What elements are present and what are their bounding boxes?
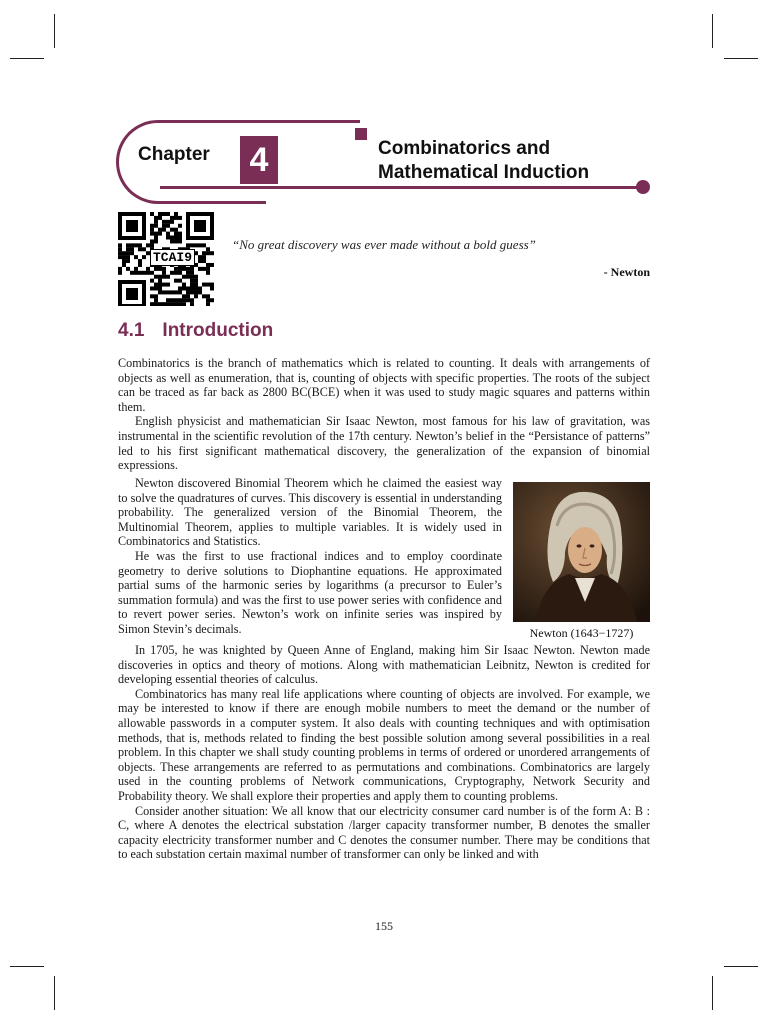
chapter-dot-marker — [636, 180, 650, 194]
chapter-label: Chapter — [138, 144, 210, 165]
paragraph: Combinatorics has many real life applications where counting of objects are involved. For example, we may be interested to know if there are enough mobile numbers to meet the demand or the number of allowable passwords in a computer system. It also deals with counting techniques and with optimisation methods, that is, methods related to finding the best possible solution among several possibilities in a real problem. In this chapter we shall study counting problems in terms of ordered or unordered arrangements of objects. These arrangements are referred to as permutations and combinations. Combinatorics are largely used in the counting problems of Network communications, Cryptography, Network Security and Probability theory. We shall explore their properties and apply them to counting problems. — [118, 686, 650, 803]
epigraph-author: - Newton — [603, 265, 650, 279]
epigraph-quote: “No great discovery was ever made without a bold guess” — [232, 237, 536, 252]
crop-mark — [10, 966, 44, 967]
body-text-bottom — [118, 643, 650, 862]
qr-code-label: TCAI9 — [150, 249, 195, 266]
chapter-number: 4 — [240, 136, 278, 184]
paragraph: Newton discovered Binomial Theorem which he claimed the easiest way to solve the quadratures of curves. This discovery is essential in understanding probability. The generalized version of the Binomial Theorem, the Multinomial Theorem, applies to multiple variables. It is widely used in Combinatorics and Statistics. — [118, 476, 502, 549]
crop-mark — [10, 58, 44, 59]
crop-mark — [54, 14, 55, 48]
chapter-title — [378, 137, 638, 185]
page-number: 155 — [375, 919, 393, 933]
body-text-side — [118, 476, 502, 637]
crop-mark — [724, 966, 758, 967]
section-number: 4.1 — [118, 320, 145, 341]
crop-mark — [724, 58, 758, 59]
qr-code[interactable] — [118, 212, 214, 306]
newton-portrait — [513, 482, 650, 622]
paragraph: Combinatorics is the branch of mathematics which is related to counting. It deals with arrangements of objects as well as enumeration, that is, counting of objects with specific properties. The roots of the subject can be traced as far back as 2800 BC(BCE) when it was used to study magic squares and patterns within them. — [118, 356, 650, 414]
chapter-square-marker — [355, 128, 367, 140]
section-heading — [118, 320, 273, 342]
newton-portrait-image — [513, 482, 650, 622]
crop-mark — [712, 14, 713, 48]
crop-mark — [54, 976, 55, 1010]
chapter-bottom-rule — [160, 186, 644, 189]
paragraph: English physicist and mathematician Sir Isaac Newton, most famous for his law of gravitation, was instrumental in the scientific revolution of the 17th century. Newton’s belief in the “Persistance of patterns” led to his first significant mathematical discovery, the generalization of the expansion of binomial expressions. — [118, 414, 650, 473]
chapter-title-line-1: Combinatorics and — [378, 138, 551, 159]
paragraph: In 1705, he was knighted by Queen Anne of England, making him Sir Isaac Newton. Newton made discoveries in optics and theory of motions. Along with mathematician Leibnitz, Newton is credited for developing essential theories of calculus. — [118, 643, 650, 687]
chapter-title-line-2: Mathematical Induction — [378, 162, 590, 183]
chapter-top-rule — [160, 120, 360, 123]
paragraph: Consider another situation: We all know that our electricity consumer card number is of the form A: B : C, where A denotes the electrical substation /larger capacity transformer number, B denotes the smaller capacity electricity transformer number and C denotes the consumer number. There may be conditions that to each substation certain maximal number of transformer can only be linked and with — [118, 803, 650, 862]
section-title: Introduction — [162, 320, 274, 341]
body-text-top — [118, 356, 650, 473]
paragraph: He was the first to use fractional indices and to employ coordinate geometry to derive solutions to Diophantine equations. He approximated partial sums of the harmonic series by logarithms (a precursor to Euler’s summation formula) and was the first to use power series with confidence and to revert power series. Newton’s work on infinite series was inspired by Simon Stevin’s decimals. — [118, 548, 502, 636]
crop-mark — [712, 976, 713, 1010]
portrait-caption: Newton (1643−1727) — [529, 626, 634, 640]
